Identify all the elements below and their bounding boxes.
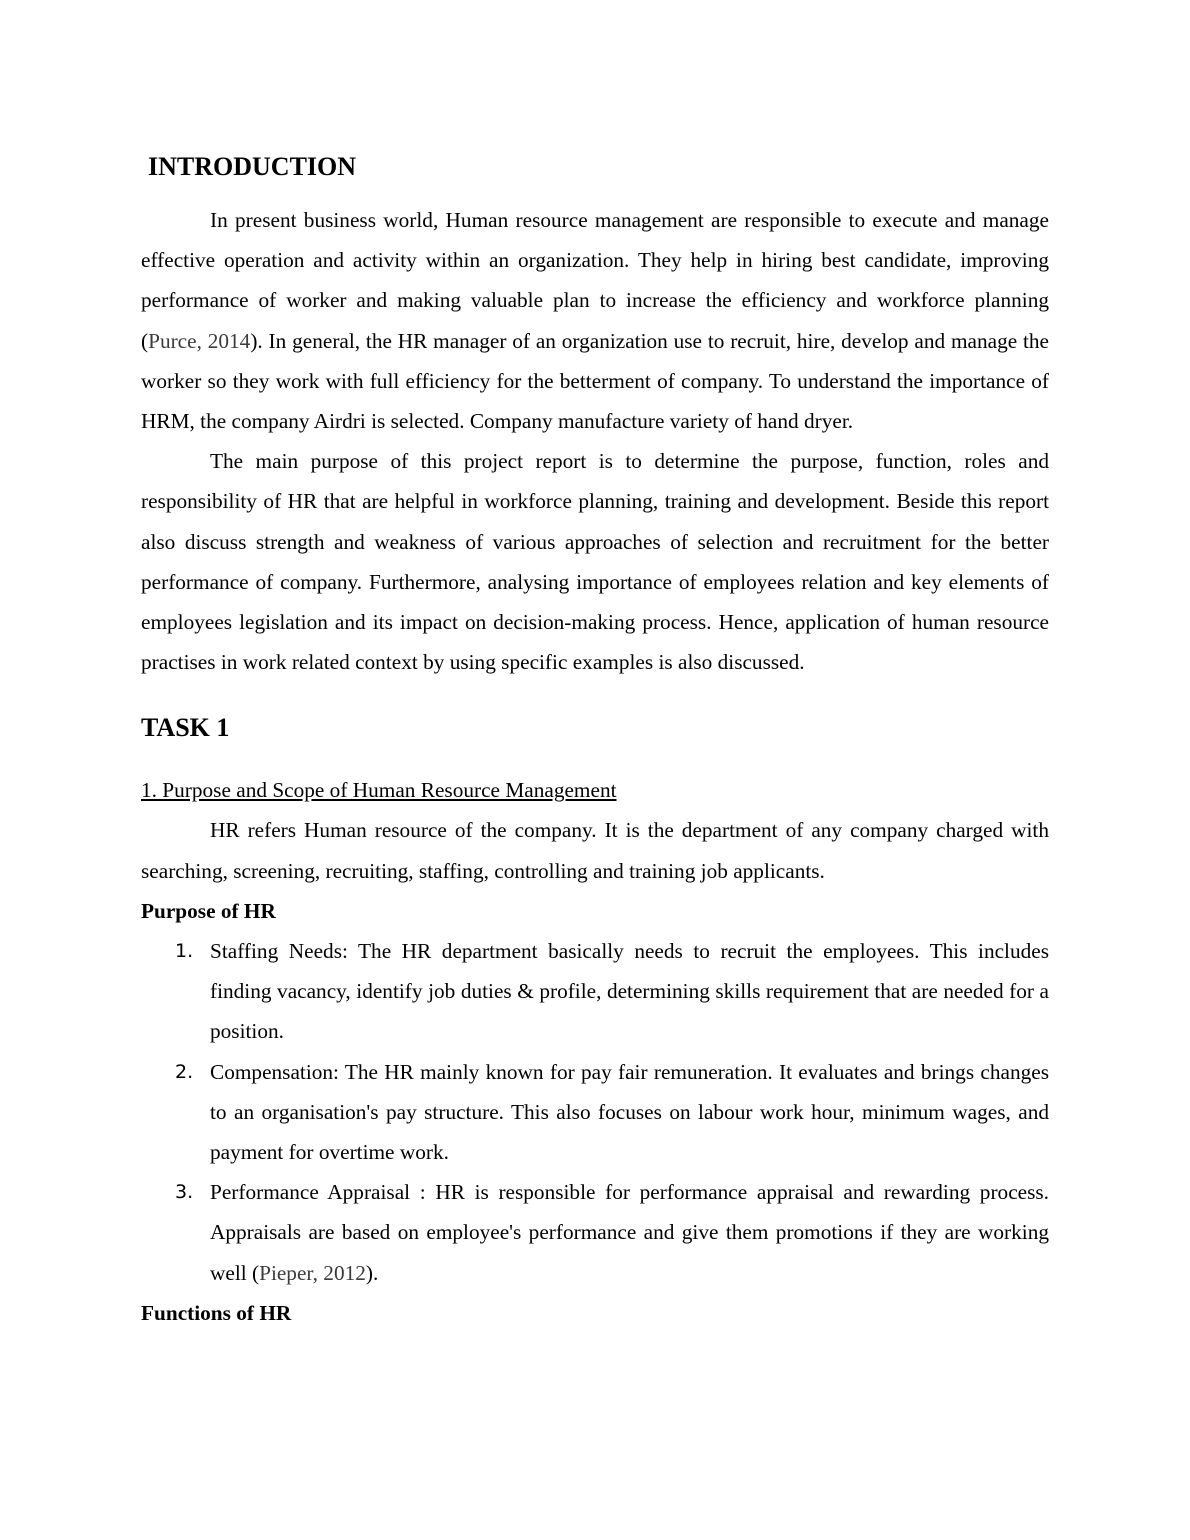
task1-heading: TASK 1	[141, 713, 230, 743]
citation-purce: Purce, 2014	[148, 328, 251, 353]
intro-para1-text-a: In present business world, Human resource management are responsible to execute and manage effective operation and activity within an organization. They help in hiring best candidate, improving performance of worker and making valuable plan to increase the efficiency and workforce planning (	[141, 208, 1049, 353]
intro-para1-text-b: ). In general, the HR manager of an organization use to recruit, hire, develop and manage the worker so they work with full efficiency for the betterment of company. To understand the importance of HRM, the company Airdri is selected. Company manufacture variety of hand dryer.	[141, 328, 1050, 434]
list-item-number: 1.	[175, 940, 194, 963]
introduction-heading: INTRODUCTION	[148, 152, 357, 181]
list-item	[141, 931, 1049, 1052]
list-item	[141, 1052, 1049, 1173]
list-item-number: 2.	[175, 1060, 194, 1083]
list-item	[141, 1172, 1049, 1293]
list-item-number: 3.	[175, 1181, 194, 1204]
functions-heading: Functions of HR	[141, 1300, 292, 1325]
list-item-text: Staffing Needs: The HR department basically needs to recruit the employees. This includes finding vacancy, identify job duties & profile, determining skills requirement that are needed for a position.	[210, 939, 1049, 1044]
purpose-list	[141, 931, 1049, 1293]
task1-subheading: 1. Purpose and Scope of Human Resource Management	[141, 778, 617, 803]
list-item-text-b: ).	[365, 1260, 379, 1285]
task1-paragraph: HR refers Human resource of the company. It is the department of any company charged with searching, screening, recruiting, staffing, controlling and training job applicants.	[141, 818, 1049, 883]
introduction-paragraph-1	[141, 200, 1049, 441]
list-item-text: Compensation: The HR mainly known for pay fair remuneration. It evaluates and brings changes to an organisation's pay structure. This also focuses on labour work hour, minimum wages, and payment for overtime work.	[210, 1059, 1049, 1165]
document-body	[141, 146, 1049, 1333]
list-item-text-a: Performance Appraisal : HR is responsible for performance appraisal and rewarding process. Appraisals are based on employee's performance and give them promotions if they are working well (	[210, 1180, 1049, 1285]
citation-pieper: Pieper, 2012	[259, 1260, 366, 1285]
introduction-paragraph-2: The main purpose of this project report is to determine the purpose, function, roles and responsibility of HR that are helpful in workforce planning, training and development. Beside this report also discuss strength and weakness of various approaches of selection and recruitment for the better performance of company. Furthermore, analysing importance of employees relation and key elements of employees legislation and its impact on decision-making process. Hence, application of human resource practises in work related context by using specific examples is also discussed.	[141, 449, 1049, 675]
purpose-heading: Purpose of HR	[141, 898, 276, 923]
